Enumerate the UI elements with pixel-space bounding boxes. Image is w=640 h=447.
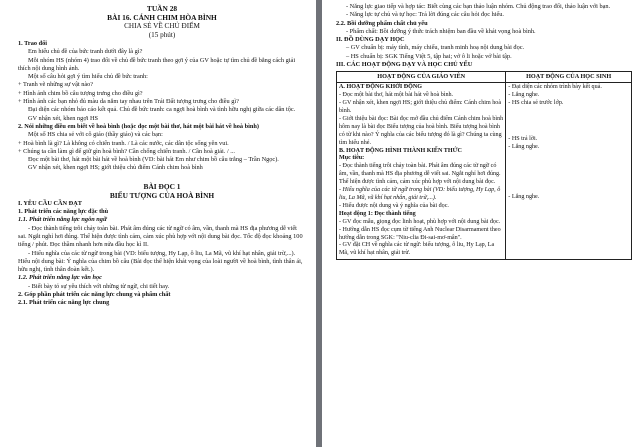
paragraph: - Đọc thành tiếng trôi chảy toàn bài. Phát âm đúng các từ ngữ có âm, vần, thanh mà HS địa phương dễ viết sai. Ngắt nghỉ hơi đúng. Thể hiện được tình cảm, cảm xúc phù hợp với nội dung bài đọc. Tốc độ đọc khoảng 100 tiếng / phút. Đọc thầm nhanh hơn nửa đầu học kì II. bbox=[18, 224, 303, 249]
table-text: - GV đọc mẫu, giọng đọc linh hoạt, phù hợp với nội dung bài đọc. bbox=[339, 218, 501, 225]
subsection-heading: 2.2. Bồi dưỡng phẩm chất chủ yếu bbox=[336, 19, 428, 27]
table-text: - Lắng nghe. bbox=[508, 92, 540, 99]
paragraph: - Hiểu nghĩa của các từ ngữ trong bài (VD: biểu tượng, Hy Lạp, ô liu, La Mã, vũ khí hạt nhân, giải trừ,...). Hiểu nội dung bài: Ý nghĩa của chim bồ câu (Bài đọc thể hiện khát vọng của loài người về hoà bình, tình thân ái, hữu nghị, tình thân đoàn kết.). bbox=[18, 249, 303, 274]
teacher-activities bbox=[337, 83, 506, 260]
table-text: - Đọc thành tiếng trôi chảy toàn bài. Phát âm đúng các từ ngữ có âm, vần, thanh mà HS địa phương dễ viết sai. Ngắt nghỉ hơi đúng. Thể hiện được tình cảm, cảm xúc phù hợp với nội dung bài đọc. bbox=[339, 163, 501, 186]
activity-heading: B. HOẠT ĐỘNG HÌNH THÀNH KIẾN THỨC bbox=[339, 147, 462, 154]
section-heading: III. CÁC HOẠT ĐỘNG DẠY VÀ HỌC CHỦ YẾU bbox=[336, 61, 473, 69]
paragraph: Đọc một bài thơ, hát một bài hát về hoà bình (VD: bài hát Em như chim bồ câu trắng – Trần Ngọc). bbox=[28, 156, 279, 164]
section-heading: I. YÊU CẦU CẦN ĐẠT bbox=[18, 199, 82, 207]
paragraph: – HS chuẩn bị: SGK Tiếng Việt 5, tập hai; vở ô li hoặc vở bài tập. bbox=[346, 52, 512, 60]
paragraph: Một số HS chia sẻ với cô giáo (thầy giáo) và các bạn: bbox=[28, 131, 163, 139]
paragraph: GV nhận xét, khen ngợi HS bbox=[28, 114, 99, 122]
paragraph: Mỗi nhóm HS (nhóm 4) trao đổi về chủ đề bức tranh theo gợi ý của GV hoặc tự tìm chủ đề bằng cách giải thích nội dung hình ảnh. bbox=[18, 56, 296, 72]
paragraph: Một số câu hỏi gợi ý tìm hiểu chủ đề bức tranh: bbox=[28, 73, 148, 81]
week-heading: TUẦN 28 bbox=[146, 4, 178, 13]
section-heading: 2. Nói những điều em biết về hoà bình (hoặc đọc một bài thơ, hát một bài hát về hoà bình) bbox=[18, 122, 259, 130]
bullet: - Năng lực tự chủ và tự học: Trả lời đúng các câu hỏi đọc hiểu. bbox=[346, 11, 505, 19]
section-heading: 1. Trao đổi bbox=[18, 40, 47, 47]
document-page-right bbox=[322, 0, 640, 447]
table-row bbox=[337, 83, 632, 260]
activity-heading: Hoạt động 1: Đọc thành tiếng bbox=[339, 210, 416, 217]
subsection-heading: 2.1. Phát triển các năng lực chung bbox=[18, 299, 110, 307]
bullet: + Hình ảnh chim bồ câu tượng trưng cho điều gì? bbox=[18, 89, 143, 97]
bullet: + Hoà bình là gì? Là không có chiến tranh. / Là các nước, các dân tộc sống yên vui. bbox=[18, 139, 229, 147]
student-column-header: HOẠT ĐỘNG CỦA HỌC SINH bbox=[506, 72, 632, 83]
bullet: + Tranh vẽ những sự vật nào? bbox=[18, 81, 94, 89]
table-header-row bbox=[337, 72, 632, 83]
paragraph: Em hiểu chủ đề của bức tranh dưới đây là gì? bbox=[28, 48, 143, 56]
section-heading: II. ĐỒ DÙNG DẠY HỌC bbox=[336, 36, 405, 44]
table-text: - Hướng dẫn HS đọc cụm từ tiếng Anh Nuclear Disarmament theo hướng dẫn trong SGK: "Niu-clia Đi-sai-mơ-mân". bbox=[339, 226, 501, 241]
table-text: - Đại diện các nhóm trình bày kết quả. bbox=[508, 84, 602, 91]
paragraph: GV nhận xét, khen ngợi HS; giới thiệu chủ điểm Cánh chim hoà bình bbox=[28, 164, 203, 172]
reading-heading: BÀI ĐỌC 1 bbox=[143, 181, 181, 191]
table-text: - Lắng nghe. bbox=[508, 193, 540, 200]
table-text: - GV đặt CH về nghĩa các từ ngữ: biểu tượng, ô liu, Hy Lạp, La Mã, vũ khí hạt nhân, giải trừ. bbox=[339, 242, 495, 257]
bullet: + Chúng ta cần làm gì để giữ gìn hoà bình? Cần chống chiến tranh. / Cần hoà giải. / ... bbox=[18, 147, 235, 155]
activity-heading: A. HOẠT ĐỘNG KHỞI ĐỘNG bbox=[339, 84, 423, 91]
subsection-heading: 1.1. Phát triển năng lực ngôn ngữ bbox=[18, 216, 107, 224]
duration: (15 phút) bbox=[148, 31, 176, 39]
table-text: - Hiểu nghĩa của các từ ngữ trong bài (VD: biểu tượng, Hy Lạp, ô liu, La Mã, vũ khí hạt nhân, giải trừ,...). bbox=[339, 187, 501, 201]
document-page-left bbox=[0, 0, 316, 447]
table-text: - Lắng nghe. bbox=[508, 143, 540, 150]
paragraph: - Biết bày tỏ sự yêu thích với những từ ngữ, chi tiết hay. bbox=[28, 282, 170, 290]
table-text: - GV nhận xét, khen ngợi HS; giới thiệu chủ điểm: Cánh chim hoà bình. bbox=[339, 100, 502, 114]
table-text: - Hiểu được nội dung và ý nghĩa của bài đọc. bbox=[339, 202, 449, 209]
table-text: - HS chia sẻ trước lớp. bbox=[508, 100, 564, 107]
student-activities bbox=[506, 83, 632, 260]
share-title: CHIA SẺ VỀ CHỦ ĐIỂM bbox=[124, 22, 200, 30]
subsection-heading: 2. Góp phần phát triển các năng lực chung và phẩm chất bbox=[18, 291, 171, 299]
subsection-heading: 1.2. Phát triển năng lực văn học bbox=[18, 274, 102, 282]
lesson-title: BÀI 16. CÁNH CHIM HÒA BÌNH bbox=[107, 13, 217, 22]
bullet: + Hình ảnh các bạn nhỏ đủ màu da nắm tay nhau trên Trái Đất tượng trưng cho điều gì? bbox=[18, 98, 239, 106]
paragraph: Đại diện các nhóm báo cáo kết quả. Chủ đề bức tranh: ca ngợi hoà bình và tình hữu nghị giữa các dân tộc. bbox=[28, 106, 296, 114]
table-text: - Giới thiệu bài đọc: Bài đọc mở đầu chủ điểm Cánh chim hoà bình hôm nay là bài đọc Biểu tượng của hoà bình. Biểu tượng hoà bình có từ khi nào? Ý nghĩa của các biểu tượng đó là gì? Chúng ta cùng tìm hiểu nhé. bbox=[339, 115, 504, 146]
table-text: - HS trả lời. bbox=[508, 136, 538, 142]
bullet: - Năng lực giao tiếp và hợp tác: Biết cùng các bạn thảo luận nhóm. Chủ động trao đổi, thảo luận với bạn. bbox=[346, 3, 611, 10]
subsection-heading: 1. Phát triển các năng lực đặc thù bbox=[18, 208, 109, 216]
activity-table bbox=[336, 71, 632, 260]
table-text: - Đọc một bài thơ, hát một bài hát về hoà bình. bbox=[339, 92, 454, 99]
reading-title: BIỂU TƯỢNG CỦA HOÀ BÌNH bbox=[109, 190, 215, 200]
teacher-column-header: HOẠT ĐỘNG CỦA GIÁO VIÊN bbox=[337, 72, 506, 83]
goal-label: Mục tiêu: bbox=[339, 155, 365, 162]
paragraph: - Phẩm chất: Bồi dưỡng ý thức trách nhiệm ban đầu về khát vọng hoà bình. bbox=[346, 27, 536, 35]
paragraph: – GV chuẩn bị: máy tính, máy chiếu, tranh minh hoạ nội dung bài đọc. bbox=[346, 44, 525, 52]
